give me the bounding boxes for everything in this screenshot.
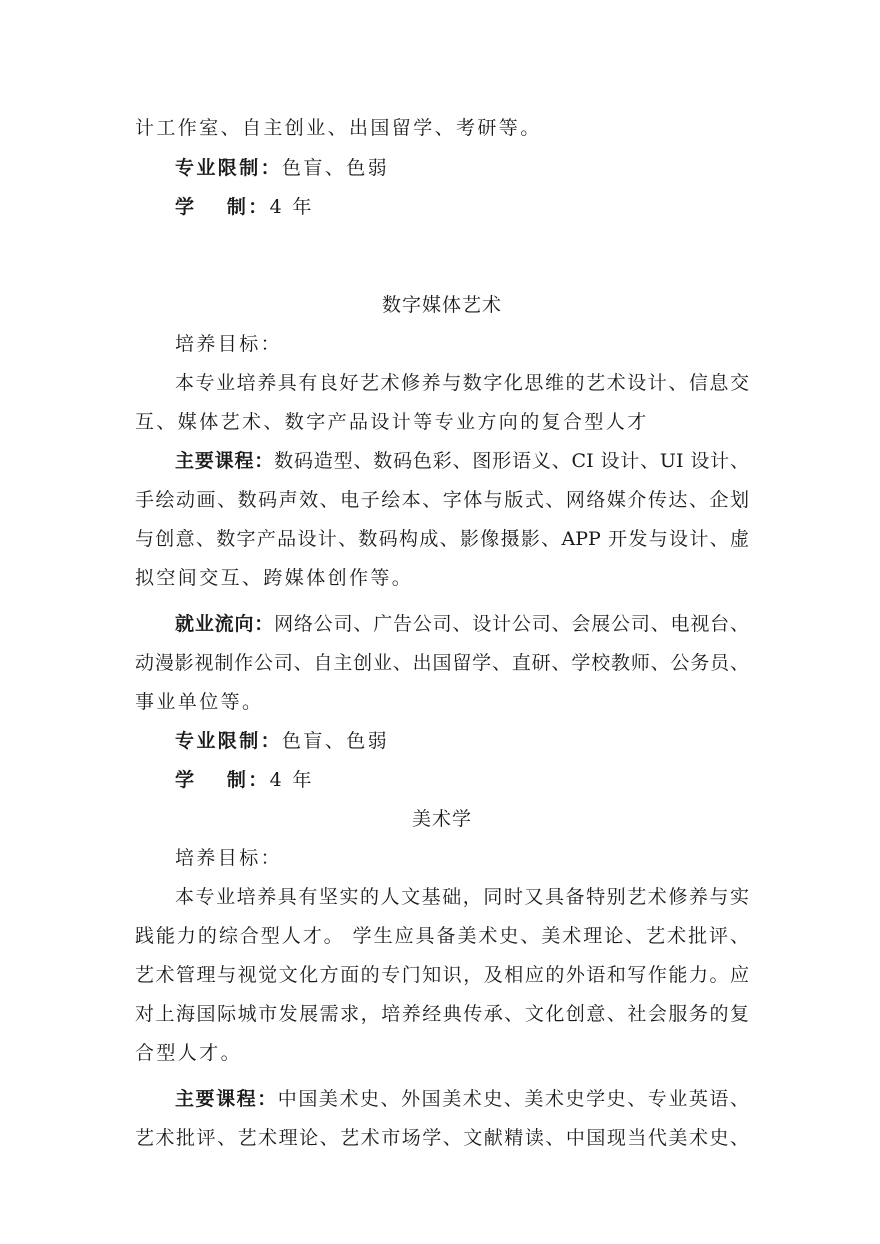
restriction-line	[175, 153, 749, 183]
goal-label: 培养目标：	[175, 333, 283, 355]
goal-line: 对上海国际城市发展需求，培养经典传承、文化创意、社会服务的复	[135, 1003, 749, 1025]
goal-line: 本专业培养具有良好艺术修养与数字化思维的艺术设计、信息交	[175, 372, 749, 394]
goal-line: 互、媒体艺术、数字产品设计等专业方向的复合型人才	[135, 411, 649, 433]
courses-value: 中国美术史、外国美术史、美术史学史、专业英语、	[277, 1088, 749, 1110]
duration-line	[175, 765, 749, 795]
courses-label: 主要课程：	[175, 1088, 278, 1110]
duration-line	[175, 192, 749, 222]
restriction-line	[175, 726, 749, 756]
restriction-value: 色盲、色弱	[282, 730, 390, 752]
restriction-label: 专业限制：	[175, 730, 283, 752]
duration-label: 学 制：	[175, 196, 270, 218]
courses-line	[175, 446, 749, 476]
career-value: 网络公司、广告公司、设计公司、会展公司、电视台、	[274, 613, 749, 635]
courses-line: 艺术批评、艺术理论、艺术市场学、文献精读、中国现当代美术史、	[135, 1127, 749, 1149]
duration-label: 学 制：	[175, 769, 270, 791]
goal-line: 合型人才。	[135, 1042, 243, 1064]
career-continuation-line: 计工作室、自主创业、出国留学、考研等。	[135, 117, 542, 139]
career-label: 就业流向：	[175, 613, 275, 635]
courses-line	[175, 1084, 749, 1114]
restriction-label: 专业限制：	[175, 157, 283, 179]
career-line: 动漫影视制作公司、自主创业、出国留学、直研、学校教师、公务员、	[135, 652, 749, 674]
section-title-digital-media-art: 数字媒体艺术	[381, 294, 502, 316]
goal-line: 艺术管理与视觉文化方面的专门知识，及相应的外语和写作能力。应	[135, 964, 749, 986]
courses-value: 数码造型、数码色彩、图形语义、CI 设计、UI 设计、	[274, 450, 749, 472]
career-line	[175, 609, 749, 639]
duration-value: 4 年	[269, 769, 314, 791]
courses-line: 与创意、数字产品设计、数码构成、影像摄影、APP 开发与设计、虚	[135, 528, 749, 550]
goal-line: 践能力的综合型人才。 学生应具备美术史、美术理论、艺术批评、	[135, 925, 749, 947]
restriction-value: 色盲、色弱	[282, 157, 390, 179]
courses-label: 主要课程：	[175, 450, 275, 472]
section-title-fine-arts: 美术学	[411, 808, 472, 830]
goal-label: 培养目标：	[175, 847, 283, 869]
goal-line: 本专业培养具有坚实的人文基础，同时又具备特别艺术修养与实	[175, 886, 749, 908]
courses-line: 拟空间交互、跨媒体创作等。	[135, 567, 414, 589]
courses-line: 手绘动画、数码声效、电子绘本、字体与版式、网络媒介传达、企划	[135, 489, 749, 511]
career-line: 事业单位等。	[135, 691, 264, 713]
duration-value: 4 年	[269, 196, 314, 218]
